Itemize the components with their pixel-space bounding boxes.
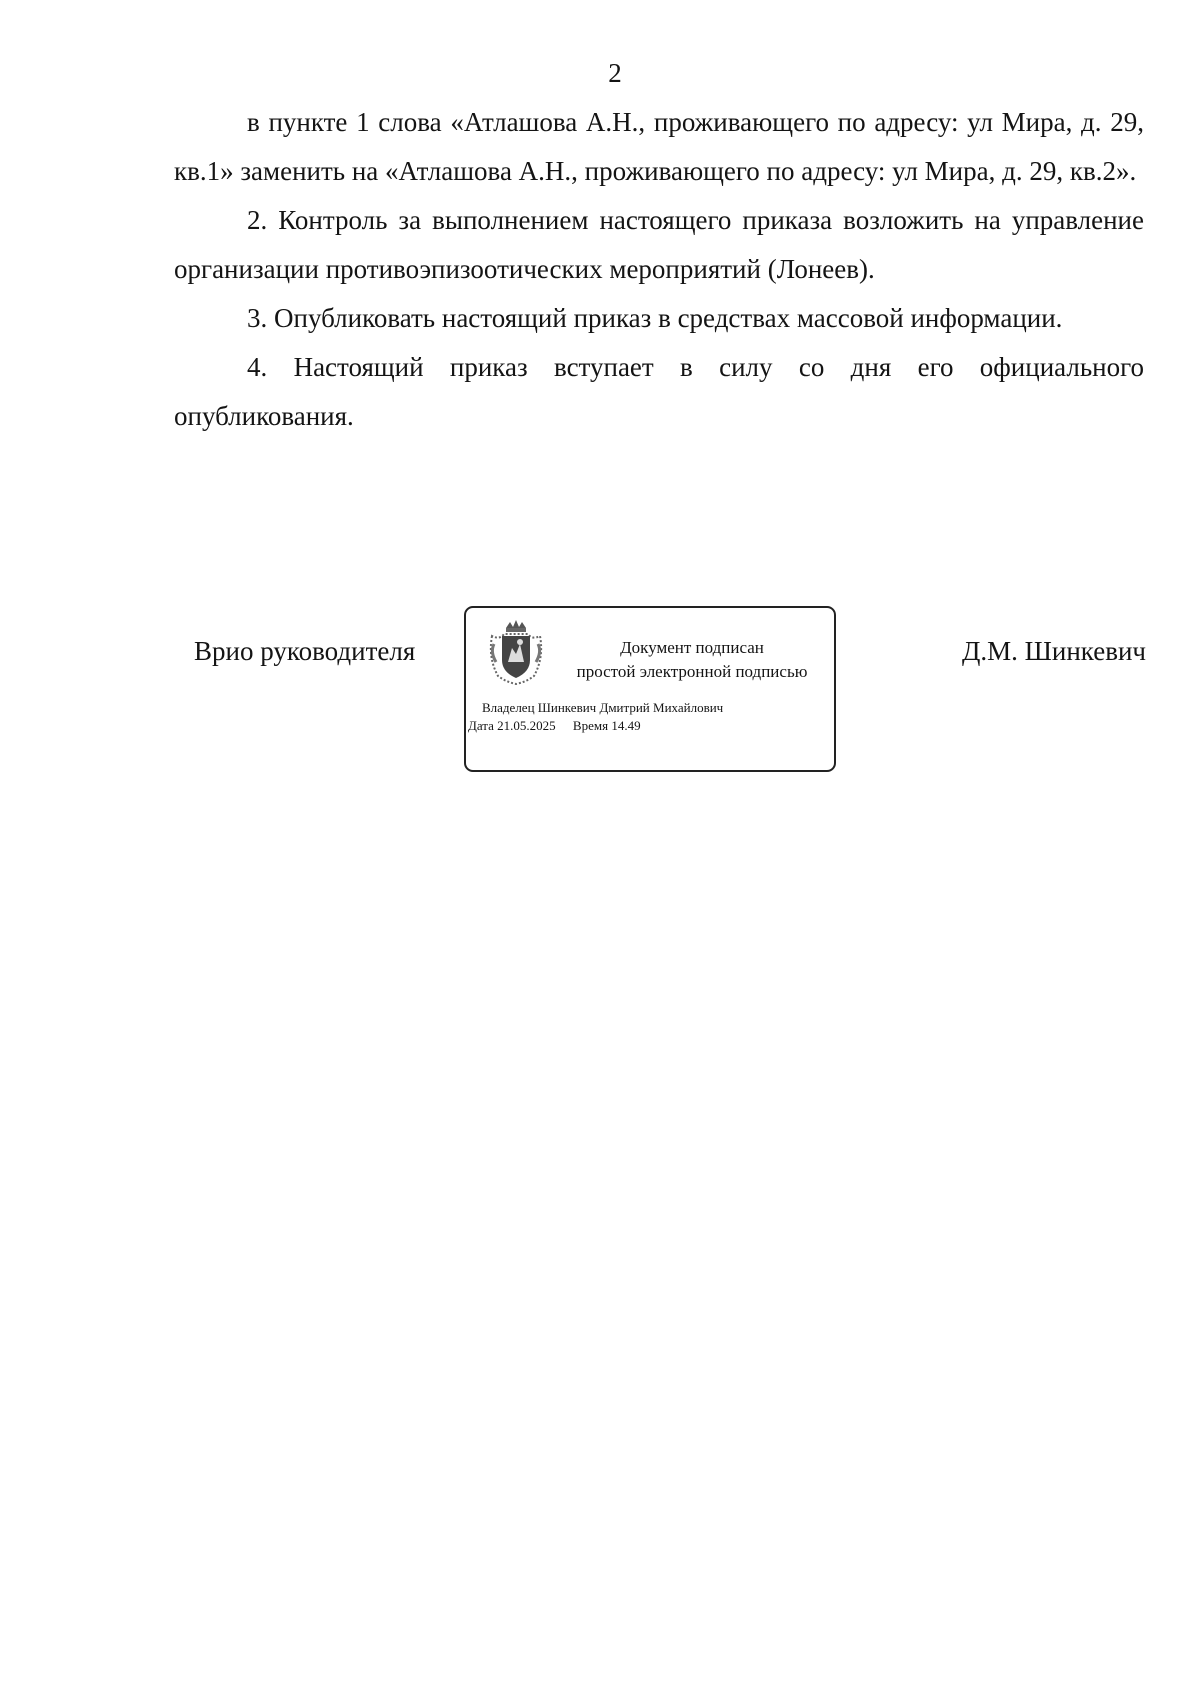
signatory-name: Д.М. Шинкевич [961,636,1146,666]
signatory-title: Врио руководителя [194,636,416,666]
stamp-line-signed: Документ подписан [620,638,764,657]
stamp-date: Дата 21.05.2025 [468,718,556,733]
paragraph-2: 2. Контроль за выполнением настоящего приказа возложить на управление организации противоэпизоотических мероприятий (Лонеев). [174,205,1144,284]
stamp-owner: Владелец Шинкевич Дмитрий Михайлович [482,700,724,715]
page-number: 2 [608,58,622,88]
electronic-signature-stamp [464,606,836,772]
stamp-date-time [468,718,641,734]
paragraph-3: 3. Опубликовать настоящий приказ в средствах массовой информации. [247,303,1063,333]
document-body [174,98,1144,441]
stamp-time: Время 14.49 [572,718,641,733]
coat-of-arms-icon [484,618,548,686]
paragraph-1: в пункте 1 слова «Атлашова А.Н., проживающего по адресу: ул Мира, д. 29, кв.1» заменить на «Атлашова А.Н., проживающего по адресу: ул Мира, д. 29, кв.2». [174,107,1144,186]
paragraph-4: 4. Настоящий приказ вступает в силу со дня его официального опубликования. [174,352,1144,431]
stamp-line-signature-type: простой электронной подписью [576,662,808,681]
